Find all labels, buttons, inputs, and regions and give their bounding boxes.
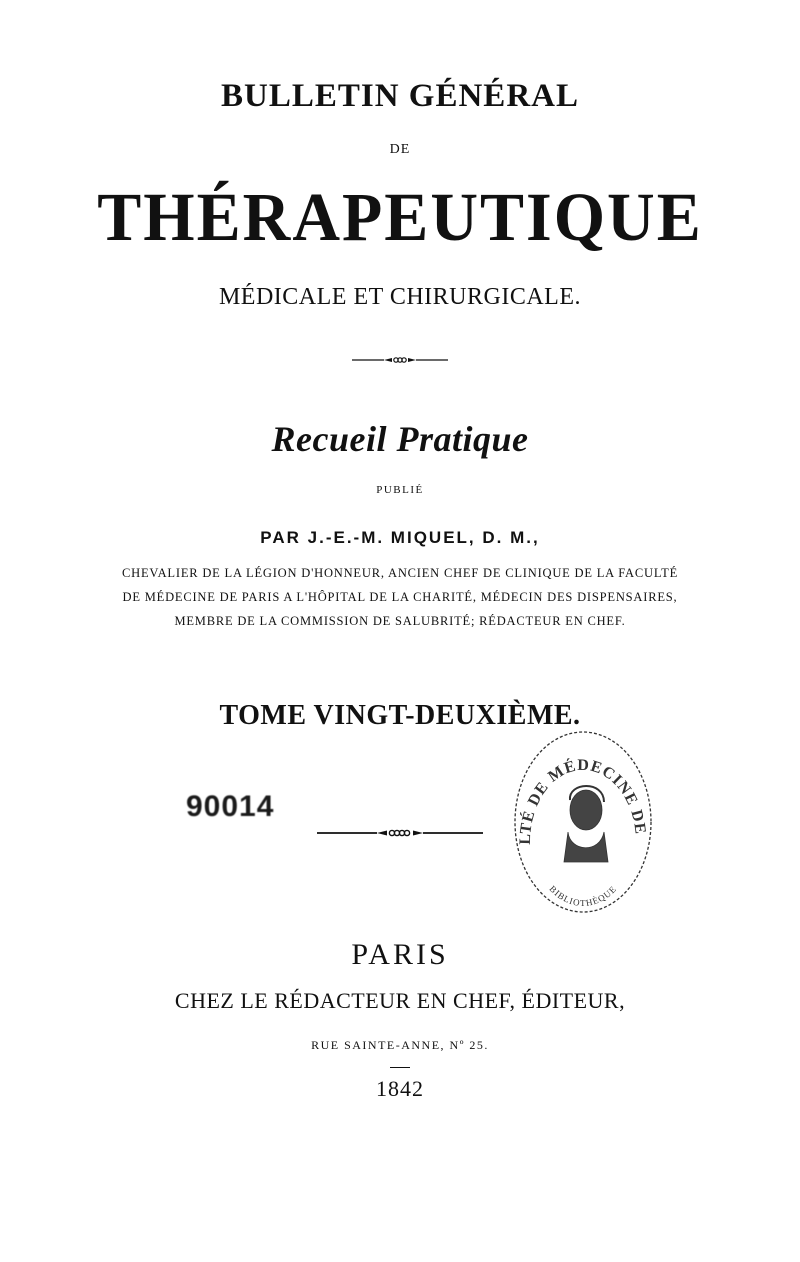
- publie-label: PUBLIÉ: [376, 484, 424, 496]
- credentials-line-2: DE MÉDECINE DE PARIS A L'HÔPITAL DE LA CHARITÉ, MÉDECIN DES DISPENSAIRES,: [122, 590, 678, 604]
- ornament-divider-top: [0, 354, 800, 366]
- ornament-divider-bottom: [0, 826, 800, 840]
- therapeutique-title: THÉRAPEUTIQUE: [97, 179, 703, 256]
- year-divider: [390, 1067, 410, 1068]
- svg-text:BIBLIOTHÈQUE: [548, 884, 619, 908]
- stamp-portrait-icon: [564, 786, 608, 862]
- credentials-line-1: CHEVALIER DE LA LÉGION D'HONNEUR, ANCIEN CHEF DE CLINIQUE DE LA FACULTÉ: [121, 566, 679, 580]
- shelfmark-number: 90014: [186, 790, 275, 823]
- medicale-subtitle: MÉDICALE ET CHIRURGICALE.: [218, 284, 582, 310]
- recueil-pratique: Recueil Pratique: [271, 419, 529, 459]
- imprint-year: 1842: [376, 1076, 424, 1101]
- imprint-address: RUE SAINTE-ANNE, Nº 25.: [311, 1038, 489, 1052]
- credentials-line-3: MEMBRE DE LA COMMISSION DE SALUBRITÉ; RÉDACTEUR EN CHEF.: [174, 614, 626, 628]
- stamp-bottom-text: BIBLIOTHÈQUE: [547, 883, 619, 908]
- imprint-publisher: CHEZ LE RÉDACTEUR EN CHEF, ÉDITEUR,: [174, 988, 626, 1013]
- stamp-text: LTÉ DE MÉDECINE DE: [516, 756, 649, 845]
- bulletin-title: BULLETIN GÉNÉRAL: [220, 78, 579, 114]
- imprint-city: PARIS: [351, 938, 449, 971]
- de-word: DE: [389, 142, 411, 157]
- tome-label: TOME VINGT-DEUXIÈME.: [219, 700, 581, 731]
- library-stamp: [508, 722, 658, 917]
- author-line: PAR J.-E.-M. MIQUEL, D. M.,: [260, 528, 540, 547]
